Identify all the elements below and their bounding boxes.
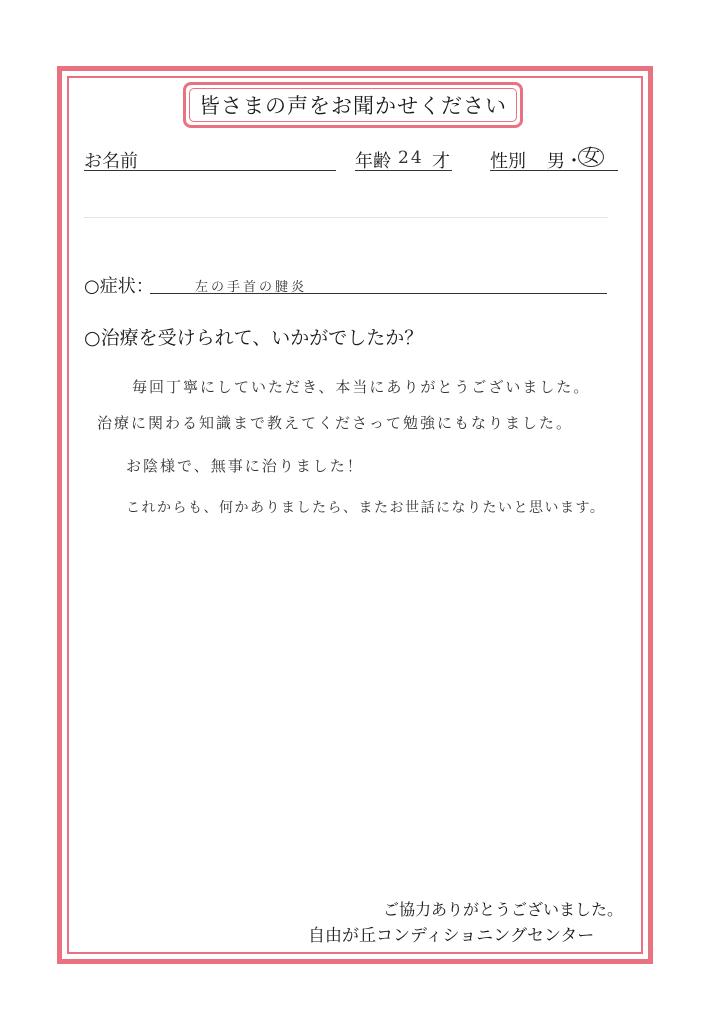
age-field-line: [355, 170, 452, 171]
name-label: お名前: [84, 151, 138, 172]
age-value: 24: [398, 148, 424, 168]
gender-field-line: [490, 170, 618, 171]
gender-female: 女: [578, 147, 604, 167]
symptom-value: 左の手首の腱炎: [195, 280, 308, 295]
name-field-line: [84, 170, 336, 171]
blank-line: [84, 217, 608, 218]
answer-line-3: お陰様で、無事に治りました！: [126, 457, 364, 475]
question-text: ○治療を受けられて、いかがでしたか？: [84, 327, 424, 349]
answer-line-4: これからも、何かありましたら、またお世話になりたいと思います。: [126, 500, 606, 516]
symptom-label: ○症状：: [84, 276, 154, 297]
page-title: 皆さまの声をお聞かせください: [199, 94, 507, 118]
gender-male: 男・: [547, 151, 583, 172]
age-suffix: 才: [432, 151, 450, 172]
symptom-field-line: [150, 293, 607, 294]
answer-line-1: 毎回丁寧にしていただき、本当にありがとうございました。: [132, 378, 591, 396]
footer-center-name: 自由が丘コンディショニングセンター: [308, 926, 595, 946]
answer-line-2: 治療に関わる知識まで教えてくださって勉強にもなりました。: [97, 414, 574, 432]
footer-thanks: ご協力ありがとうございました。: [383, 900, 624, 919]
gender-label: 性別: [490, 151, 526, 172]
gender-female-circled: [578, 146, 604, 167]
age-label: 年齢: [355, 151, 391, 172]
